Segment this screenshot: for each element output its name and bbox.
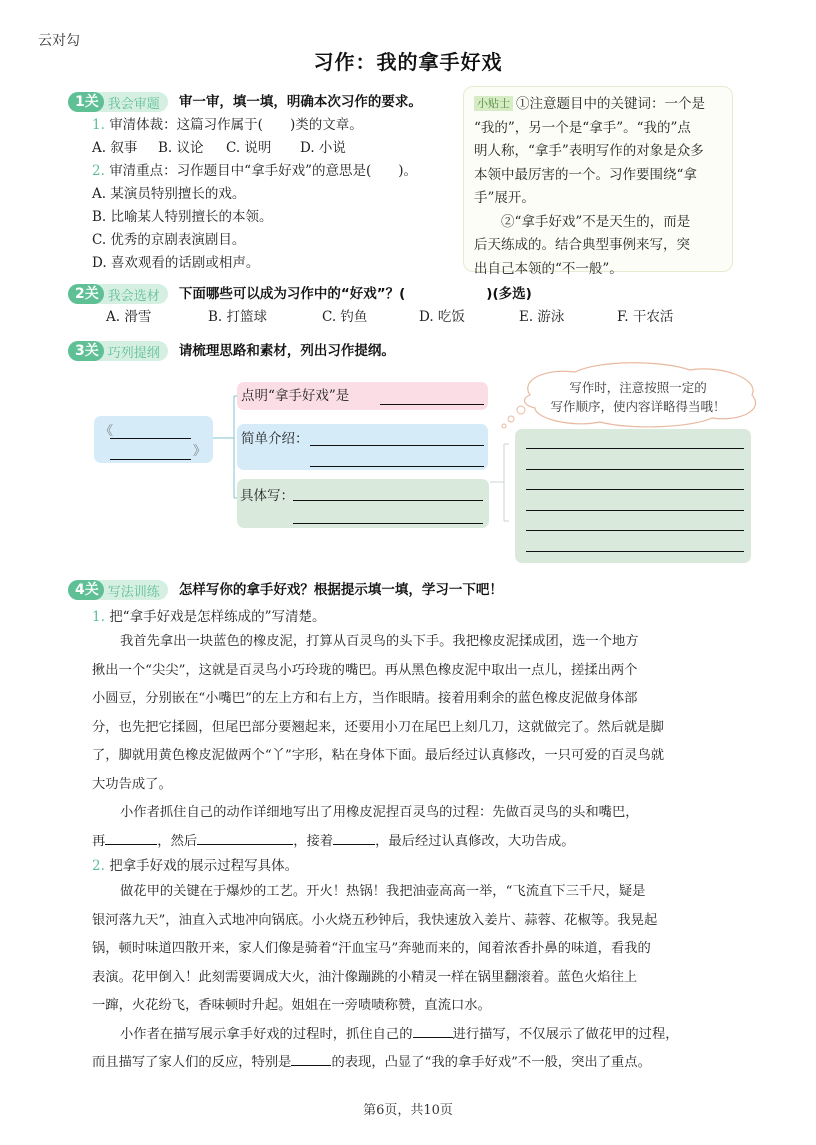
tip-line: ①注意题目中的关键词：一个是 [516, 96, 705, 112]
section1-label: 我会审题 [107, 96, 160, 112]
fill-blank[interactable] [105, 830, 157, 845]
point3-blank[interactable] [293, 509, 483, 524]
s4-q1 [92, 606, 326, 628]
point3-box [237, 479, 489, 528]
para-line: 小圆豆，分别嵌在“小嘴巴”的左上方和右上方，当作眼睛。接着用剩余的蓝色橡皮泥做身体部 [92, 691, 638, 706]
fill-text: 进行描写，不仅展示了做花甲的过程， [452, 1026, 679, 1042]
brand-label: 云对勾 [38, 33, 80, 49]
para-line: 揪出一个“尖尖”，这就是百灵鸟小巧玲珑的嘴巴。再从黑色橡皮泥中取出一点儿，搓揉出两个 [92, 662, 638, 678]
para-line: 一蹿，火花纷飞，香味顿时升起。姐姐在一旁啧啧称赞，直流口水。 [92, 998, 491, 1013]
s2-option[interactable]: D. 吃饭 [419, 309, 465, 325]
tip-tag: 小贴士 [474, 96, 513, 111]
page-title: 习作：我的拿手好戏 [313, 50, 503, 74]
fill-blank[interactable] [197, 830, 293, 845]
bubble-line: 写作顺序，使内容详略得当哦！ [550, 399, 726, 414]
fill-text: ，最后经过认真修改，大功告成。 [375, 833, 575, 849]
tip-line: 手”展开。 [474, 190, 535, 206]
fill-text: 小作者在描写展示拿手好戏的过程时，抓住自己的 [120, 1026, 413, 1042]
s2-option[interactable]: C. 钓鱼 [322, 309, 368, 325]
para-line: 小作者抓住自己的动作详细地写出了用橡皮泥捏百灵鸟的过程：先做百灵鸟的头和嘴巴， [120, 805, 639, 820]
detail-blank[interactable] [526, 516, 744, 531]
s1-q1-option[interactable]: D. 小说 [300, 140, 346, 156]
point3-blank[interactable] [293, 486, 483, 501]
detail-blank[interactable] [526, 434, 744, 449]
s1-q2-num: 2. [92, 163, 105, 179]
section2-instruction: 下面哪些可以成为习作中的“好戏”？( )(多选) [178, 286, 532, 302]
tip-line: “我的”，另一个是“拿手”。“我的”点 [474, 119, 691, 136]
section3-instruction: 请梳理思路和素材，列出习作提纲。 [178, 343, 395, 359]
tip-line: 出自己本领的“不一般”。 [474, 260, 623, 277]
section4-badge [68, 580, 168, 600]
s2-option[interactable]: F. 干农活 [617, 309, 674, 325]
title-close-mark: 》 [193, 444, 207, 459]
detail-blank[interactable] [526, 496, 744, 511]
point1-label: 点明“拿手好戏”是 [241, 388, 350, 404]
tip-line: 本领中最厉害的一个。习作要围绕“拿 [474, 166, 697, 183]
fill-text: ，接着 [293, 833, 334, 849]
section4-label: 写法训练 [107, 584, 160, 600]
fill-text: 而且描写了家人们的反应，特别是 [92, 1055, 292, 1070]
s1-q2-option[interactable]: C. 优秀的京剧表演剧目。 [92, 232, 246, 248]
point2-blank[interactable] [310, 431, 484, 446]
fill-line [92, 828, 752, 857]
section1-num: 1关 [68, 92, 104, 112]
detail-box [515, 429, 751, 563]
fill-blank[interactable] [333, 830, 375, 845]
bubble-dot [508, 416, 514, 422]
title-open-mark: 《 [100, 424, 114, 439]
detail-blank[interactable] [526, 455, 744, 470]
bubble-dot [502, 424, 506, 428]
s1-q1-text: 审清体裁：这篇习作属于( )类的文章。 [109, 117, 363, 133]
s1-q1-num: 1. [92, 117, 105, 133]
fill-text: 的表现，凸显了“我的拿手好戏”不一般，突出了重点。 [331, 1055, 651, 1070]
para-line: 分，也先把它揉圆，但尾巴部分要翘起来，还要用小刀在尾巴上刻几刀，这就做完了。然后就是脚 [92, 719, 664, 735]
fill-line [92, 1021, 752, 1050]
fill-text: 再 [92, 833, 106, 849]
section3-num: 3关 [68, 341, 104, 361]
section1-instruction: 审一审，填一填，明确本次习作的要求。 [178, 94, 422, 110]
page-number: 第6页，共10页 [363, 1103, 453, 1118]
para-line: 了，脚就用黄色橡皮泥做两个“丫”字形，粘在身体下面。最后经过认真修改，一只可爱的百灵鸟就 [92, 748, 665, 763]
para-line: 我首先拿出一块蓝色的橡皮泥，打算从百灵鸟的头下手。我把橡皮泥揉成团，选一个地方 [120, 634, 639, 649]
s2-option[interactable]: E. 游泳 [519, 309, 565, 325]
s1-q1-option[interactable]: B. 议论 [158, 140, 204, 156]
point2-label: 简单介绍： [241, 431, 309, 447]
bubble-text [532, 378, 744, 416]
detail-blank[interactable] [526, 537, 744, 552]
tip-line: 后天练成的。结合典型事例来写，突 [474, 237, 690, 253]
title-blank[interactable] [110, 445, 191, 460]
s2-option[interactable]: B. 打篮球 [208, 309, 268, 325]
para-line: 做花甲的关键在于爆炒的工艺。开火！热锅！我把油壶高高一举，“飞流直下三千尺，疑是 [120, 884, 646, 899]
detail-blank[interactable] [526, 475, 744, 490]
section4-instruction: 怎样写你的拿手好戏？根据提示填一填，学习一下吧！ [178, 582, 503, 598]
section2-num: 2关 [68, 284, 104, 304]
section4-header [68, 578, 503, 600]
section4-num: 4关 [68, 580, 104, 600]
s4-q2-num: 2. [92, 858, 105, 874]
point2-box [237, 424, 488, 470]
section2-label: 我会选材 [107, 288, 160, 304]
fill-blank[interactable] [413, 1023, 453, 1038]
fill-line [92, 1049, 752, 1078]
s4-q2 [92, 855, 298, 877]
s1-q2-option[interactable]: B. 比喻某人特别擅长的本领。 [92, 209, 273, 225]
point3-label: 具体写： [240, 488, 294, 504]
tip-line: ②“拿手好戏”不是天生的，而是 [501, 213, 691, 230]
para-line: 大功告成了。 [92, 776, 172, 792]
s1-q1-option[interactable]: A. 叙事 [92, 140, 138, 156]
fill-text: ，然后 [157, 833, 198, 849]
s1-q2-option[interactable]: D. 喜欢观看的话剧或相声。 [92, 255, 260, 271]
s4-q1-title: 把“拿手好戏是怎样练成的”写清楚。 [109, 609, 326, 625]
para-line: 锅，顿时味道四散开来，家人们像是骑着“汗血宝马”奔驰而来的，闻着浓香扑鼻的味道，看我的 [92, 941, 651, 956]
section3-label: 巧列提纲 [107, 345, 160, 361]
para-line: 银河落九天”，油直入式地冲向锅底。小火烧五秒钟后，我快速放入姜片、蒜蓉、花椒等。我晃起 [92, 912, 658, 928]
s4-q1-num: 1. [92, 609, 105, 625]
title-box [94, 416, 213, 463]
bubble-dot [517, 406, 525, 414]
point1-box [237, 382, 488, 410]
tip-line: 明人称，“拿手”表明写作的对象是众多 [474, 143, 704, 159]
fill-blank[interactable] [291, 1051, 331, 1066]
title-blank[interactable] [110, 424, 191, 439]
s1-q2-text: 审清重点：习作题目中“拿手好戏”的意思是( )。 [109, 163, 418, 179]
s1-q2-option[interactable]: A. 某演员特别擅长的戏。 [92, 186, 246, 202]
s4-paragraph3 [92, 878, 752, 1078]
point2-blank[interactable] [310, 452, 484, 467]
bubble-line: 写作时，注意按照一定的 [569, 380, 707, 395]
s2-option[interactable]: A. 滑雪 [106, 309, 152, 325]
s4-paragraph1 [92, 628, 752, 856]
para-line: 表演。花甲倒入！此刻需要调成大火，油汁像蹦跳的小精灵一样在锅里翻滚着。蓝色火焰往上 [92, 969, 638, 985]
s1-q1-option[interactable]: C. 说明 [226, 140, 272, 156]
s4-q2-title: 把拿手好戏的展示过程写具体。 [109, 858, 299, 874]
point1-blank[interactable] [380, 390, 484, 405]
